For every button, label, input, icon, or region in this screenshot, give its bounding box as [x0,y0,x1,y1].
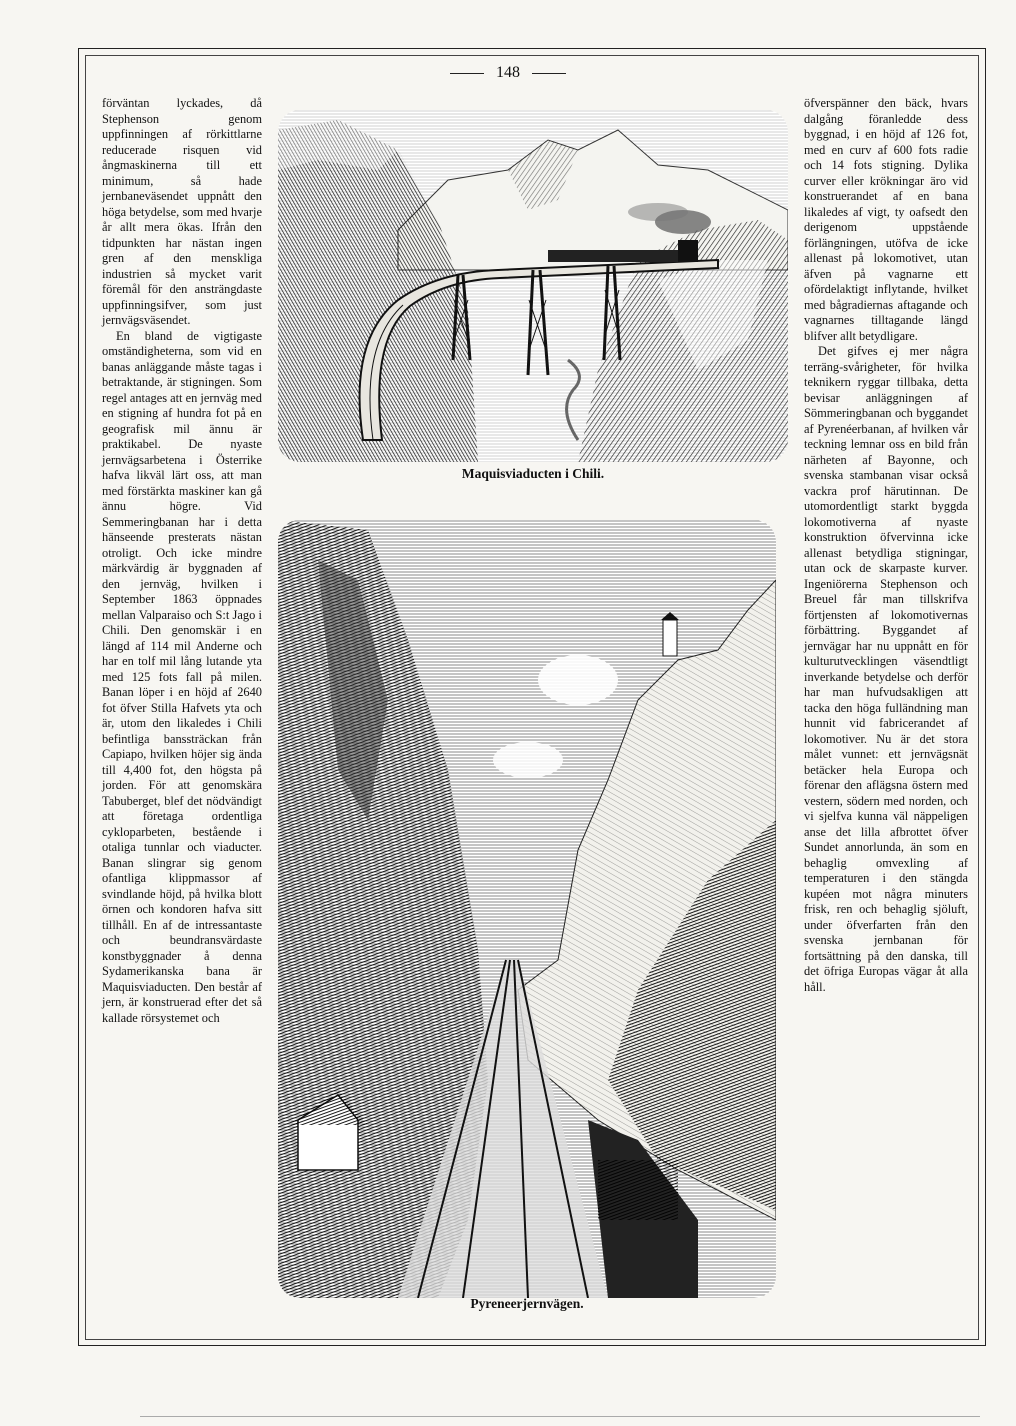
pyrenees-railway-engraving [278,520,776,1298]
left-text-column [102,96,262,1316]
paragraph: En bland de vigtigaste omständigheterna, som vid en banas anläggande måste tagas i betraktande, är stigningen. Som regel antages att en jernväg med en stigning af hundra fot på en geografisk mil ännu är praktikabel. De nyaste jernvägsarbetena i Österrike hafva likväl lärt oss, att man med förstärkta maskiner kan gå ännu högre. Vid Semmeringbanan har i detta hänseende presterats nästan otroligt. Och icke mindre märkvärdig är byggnaden af den jernväg, hvilken i September 1863 öppnades mellan Valparaiso och S:t Jago i Chili. Den genomskär i en längd af 114 mil Anderne och har en tolf mil lång lutande yta med 125 fots fall på milen. Banan löper i en höjd af 2640 fot öfver Stilla Hafvets yta och är, utom den likaledes i Chili befintliga banssträckan från Capiapo, hvilken höjer sig ända till 4,400 fot, den högsta på jorden. För att genomskära Tabuberget, blef det nödvändigt att företaga ordentliga cykloparbeten, bestående i otaliga tunnlar och viaducter. Banan slingrar sig genom ofantliga klippmassor af svindlande höjd, på hvilka blott örnen och kondoren hafva sitt tillhåll. En af de intressantaste och beundransvärdaste konstbyggnader å denna Sydamerikanska bana är Maquisviaducten. Den består af jern, är konstruerad efter det så kallade rörsystemet och [102,328,262,1025]
railway-gorge-illustration [278,520,776,1298]
bottom-rule [140,1416,980,1417]
maquis-viaduct-engraving [278,110,788,462]
page-number: 148 [0,64,1016,82]
paragraph: förväntan lyckades, då Stephenson genom uppfinningen af rörkittlarne reducerade risquen vid ångmaskinerna till ett minimum, så hade jernbaneväsendet uppnått den höga betydelse, som med hvarje år allt mera ökas. Ifrån den tidpunkten har nästan ingen gren af den menskliga industrien så mycket varit föremål för den ansträngdaste uppfinningsifver, som just jernvägsväsendet. [102,96,262,327]
viaduct-illustration [278,110,788,462]
figure-caption: Pyreneerjernvägen. [470,1296,584,1311]
paragraph: Det gifves ej mer några terräng-svårigheter, för hvilka teknikern ryggar tillbaka, detta bevisar anläggningen af Sömmeringbanan och byggandet af Pyrenéerbanan, af hvilken vår teckning lemnar oss en bild från närheten af Bayonne, och svenska stambanan visar också vackra prof härutinnan. De utomordentligt starkt byggda lokomotiverna af nyaste konstruktion öfvervinna icke allenast betydliga stigningar, utan ock de skarpaste kurver. Ingeniörerna Stephenson och Breuel får man tillskrifva förtjensten af lokomotivernas förbättring. Byggandet af jernvägar har nu uppnått en för kulturutvecklingen väsendtligt inverkande betydelse och derför har man hufvudsakligen att tacka den höga fulländning man hunnit vid fabricerandet af lokomotiver. Nu är det stora målet vunnet: ett jernvägsnät betäcker hela Europa och förenar den aflägsna östern med vestern, södern med norden, och vi sjelfva kunna väl näppeligen anse det lilla afbrottet öfver Sundet annorlunda, än som en behaglig omvexling af temperaturen i den stängda kupéen mot några minuters frisk, ren och behaglig sjöluft, under öfverfarten från den svenska jernbanan för fortsättning på den danska, till det öfriga Europas vägar åt alla håll. [804,344,968,994]
figure-caption: Maquisviaducten i Chili. [461,466,605,481]
paragraph: öfverspänner den bäck, hvars dalgång föranledde dess byggnad, i en höjd af 126 fot, med en curv af 600 fots radie och 14 fots stigning. Dylika curver eller krökningar äro vid konstruerandet af en bana likaledes af vigt, ty oafsedt den derigenom uppstående förlängningen, utöfva de icke allenast på lokomotivet, utan äfven på vagnarne ett ofördelaktigt inflytande, hvilket med bågradiernas aftagande och vagnarnes tilltagande längd blifver allt betydligare. [804,96,968,343]
right-text-column [804,96,968,1316]
